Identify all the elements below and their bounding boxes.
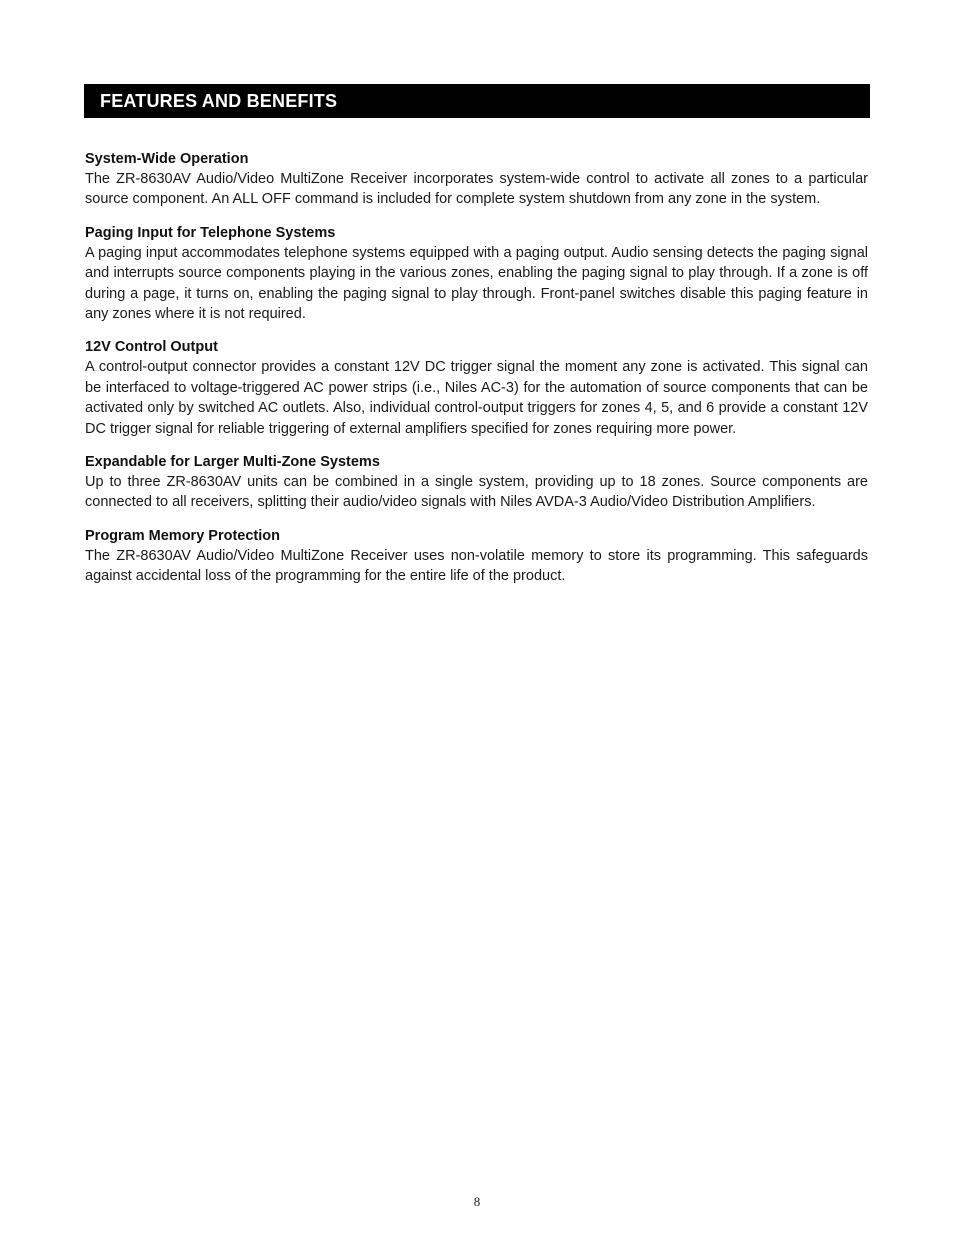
feature-system-wide-operation (85, 149, 868, 210)
page-number: 8 (473, 1194, 481, 1209)
feature-body: A paging input accommodates telephone systems equipped with a paging output. Audio sensing detects the paging signal and interrupts source components playing in the various zones, enabling the paging signal to play through. If a zone is off during a page, it turns on, enabling the paging signal to play through. Front-panel switches disable this paging feature in any zones where it is not required. (85, 244, 868, 323)
feature-program-memory-protection (85, 526, 868, 587)
feature-heading: 12V Control Output (85, 339, 218, 356)
feature-heading: Paging Input for Telephone Systems (85, 224, 336, 241)
features-content (85, 149, 868, 600)
feature-12v-control-output (85, 337, 868, 439)
feature-body: A control-output connector provides a constant 12V DC trigger signal the moment any zone is activated. This signal can be interfaced to voltage-triggered AC power strips (i.e., Niles AC-3) for the automation of source components that can be activated only by switched AC outlets. Also, individual control-output triggers for zones 4, 5, and 6 provide a constant 12V DC trigger signal for reliable triggering of external amplifiers specified for zones requiring more power. (85, 359, 868, 437)
feature-heading: Program Memory Protection (85, 527, 280, 544)
feature-body: The ZR-8630AV Audio/Video MultiZone Receiver uses non-volatile memory to store its programming. This safeguards against accidental loss of the programming for the entire life of the product. (85, 547, 868, 585)
feature-heading: Expandable for Larger Multi-Zone Systems (85, 454, 380, 471)
feature-paging-input (85, 223, 868, 325)
feature-heading: System-Wide Operation (85, 151, 249, 167)
page-title: FEATURES AND BENEFITS (100, 90, 338, 111)
feature-body: Up to three ZR-8630AV units can be combined in a single system, providing up to 18 zones. Source components are connected to all receivers, splitting their audio/video signals with Niles AVDA-3 Audio/Video Distribution Amplifiers. (85, 474, 868, 511)
feature-expandable-systems (85, 452, 868, 513)
feature-body: The ZR-8630AV Audio/Video MultiZone Receiver incorporates system-wide control to activate all zones to a particular source component. An ALL OFF command is included for complete system shutdown from any zone in the system. (85, 171, 868, 208)
section-banner (84, 84, 870, 118)
